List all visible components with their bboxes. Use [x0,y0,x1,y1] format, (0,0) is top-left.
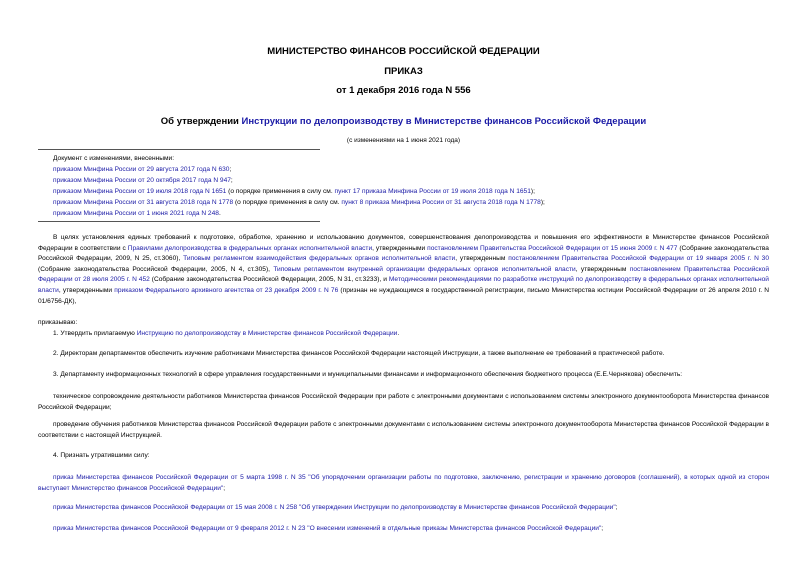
changes-block [53,153,793,219]
document-title-prefix: Об утверждении [160,116,242,127]
item-3: 3. Департаменту информационных технологий в сфере управления государственными и муниципальными финансами и информационного обеспечения бюджетного процесса (Е.Е.Чернякова) обеспечить: [53,371,683,378]
intro-link[interactable]: Правилами делопроизводства в федеральных органах исполнительной власти [127,244,373,252]
repealed-item [38,473,769,494]
repealed-tail: ; [615,504,618,511]
intro-text: (Собрание законодательства Российской Федерации, 2005, N 31, ст.3233), и [149,276,389,284]
amendment-note: (о порядке применения в силу см. [233,199,342,206]
prikazyvayu-label: приказываю: [38,319,78,326]
changes-item [53,186,793,197]
intro-text: В целях установления единых требований к подготовке, обработке, хранению и использованию документов, совершенствования делопроизводства и повышения его эффективности в Министерстве финансов Российской Федерации в соответствии с [38,234,769,252]
repealed-item [38,503,769,514]
item-1 [38,329,769,340]
intro-paragraph [38,233,769,307]
intro-text: (Собрание законодательства Российской Федерации, 2005, N 4, ст.305), [38,265,274,273]
ministry-name: МИНИСТЕРСТВО ФИНАНСОВ РОССИЙСКОЙ ФЕДЕРАЦИИ [267,46,540,57]
intro-link[interactable]: приказом Федерального архивного агентства от 23 декабря 2009 г. N 76 [114,286,339,294]
amendment-tail: ; [229,166,232,173]
changes-top-divider [38,149,320,150]
intro-link[interactable]: Типовым регламентом внутренней организации федеральных органов исполнительной власти [273,265,576,273]
instruction-link[interactable]: Инструкцию по делопроизводству в Министерстве финансов Российской Федерации [136,330,398,337]
changes-label: Документ с изменениями, внесенными: [53,155,175,162]
intro-text: (Собрание законодательства Российской Федерации, 2009, N 25, ст.3060), [38,244,769,263]
amendment-link[interactable]: приказом Минфина России от 29 августа 2017 года N 630 [53,166,230,173]
repealed-tail: ; [601,525,604,532]
amendment-link[interactable]: приказом Минфина России от 31 августа 2018 года N 1778 [53,199,234,206]
changes-item [53,175,793,186]
changes-item [53,197,793,208]
intro-text: , утвержденными [58,286,115,294]
intro-link[interactable]: Типовым регламентом взаимодействия федеральных органов исполнительной власти [183,255,456,263]
amendment-link[interactable]: приказом Минфина России от 19 июля 2018 года N 1651 [53,188,227,195]
amendment-tail: ; [230,177,233,184]
changes-bottom-divider [38,221,320,222]
amendment-tail: . [218,210,221,217]
intro-link[interactable]: постановлением Правительства Российской Федерации от 19 января 2005 г. N 30 [508,255,769,263]
edition-note: (с изменениями на 1 июня 2021 года) [346,137,461,144]
intro-text: , утвержденным [455,255,509,263]
amendment-link[interactable]: приказом Минфина России от 1 июня 2021 года N 248 [53,210,219,217]
intro-link[interactable]: Методическими рекомендациями по разработке инструкций по делопроизводству в федеральных органах исполнительной власти [38,276,769,294]
item-4: 4. Признать утратившими силу: [53,452,150,459]
repealed-tail: ; [223,484,226,492]
intro-text: (признан не нуждающимся в государственной регистрации, письмо Министерства юстиции Российской Федерации от 26 апреля 2010 г. N 01/6756-ДК), [38,286,769,305]
amendment-link[interactable]: приказом Минфина России от 20 октября 2017 года N 947 [53,177,231,184]
item-3-subpoint-support: техническое сопровождение деятельности работников Министерства финансов Российской Федерации при работе с электронными документами с использованием системы электронного документооборота Министерства финансов Российской Федерации; [38,393,769,411]
amendment-note: (о порядке применения в силу см. [226,188,335,195]
intro-text: , утвержденным [575,265,630,273]
document-date-number: от 1 декабря 2016 года N 556 [336,85,471,96]
item-1-text: 1. Утвердить прилагаемую [53,330,137,337]
document-title [0,116,807,127]
intro-text: , утвержденными [372,244,428,252]
repealed-order-link[interactable]: приказ Министерства финансов Российской Федерации от 15 мая 2008 г. N 258 "Об утверждении Инструкции по делопроизводству в Министерстве финансов Российской Федерации" [53,504,616,511]
item-1-tail: . [397,330,400,337]
changes-item [53,164,793,175]
amendment-tail: ); [540,199,545,206]
intro-link[interactable]: постановлением Правительства Российской Федерации от 15 июня 2009 г. N 477 [427,244,678,252]
instruction-title-link[interactable]: Инструкции по делопроизводству в Министерстве финансов Российской Федерации [241,116,647,127]
document-type: ПРИКАЗ [384,66,423,77]
item-3-subpoint-training: проведение обучения работников Министерства финансов Российской Федерации работе с электронными документами с использованием системы электронного документооборота Министерства финансов Российской Федерации в соответствии с настоящей Инструкцией. [38,421,769,439]
changes-item [53,208,793,219]
repealed-order-link[interactable]: приказ Министерства финансов Российской Федерации от 5 марта 1998 г. N 35 "Об упорядочении организации работы по подготовке, заключению, регистрации и хранению договоров (соглашений), в которых одной из сторон выступает Министерство финансов Российской Федерации" [38,474,769,492]
amendment-tail: ); [530,188,535,195]
amendment-clause-link[interactable]: пункт 8 приказа Минфина России от 31 августа 2018 года N 1778 [341,199,541,206]
item-2: 2. Директорам департаментов обеспечить изучение работниками Министерства финансов Российской Федерации настоящей Инструкции, а также выполнение ее требований в практической работе. [53,350,665,357]
amendment-clause-link[interactable]: пункт 17 приказа Минфина России от 19 июля 2018 года N 1651 [334,188,531,195]
intro-link[interactable]: постановлением Правительства Российской Федерации от 28 июля 2005 г. N 452 [38,265,770,284]
repealed-order-link[interactable]: приказ Министерства финансов Российской Федерации от 9 февраля 2012 г. N 23 "О внесении изменений в отдельные приказы Министерства финансов Российской Федерации" [53,525,602,532]
repealed-item [38,524,769,535]
